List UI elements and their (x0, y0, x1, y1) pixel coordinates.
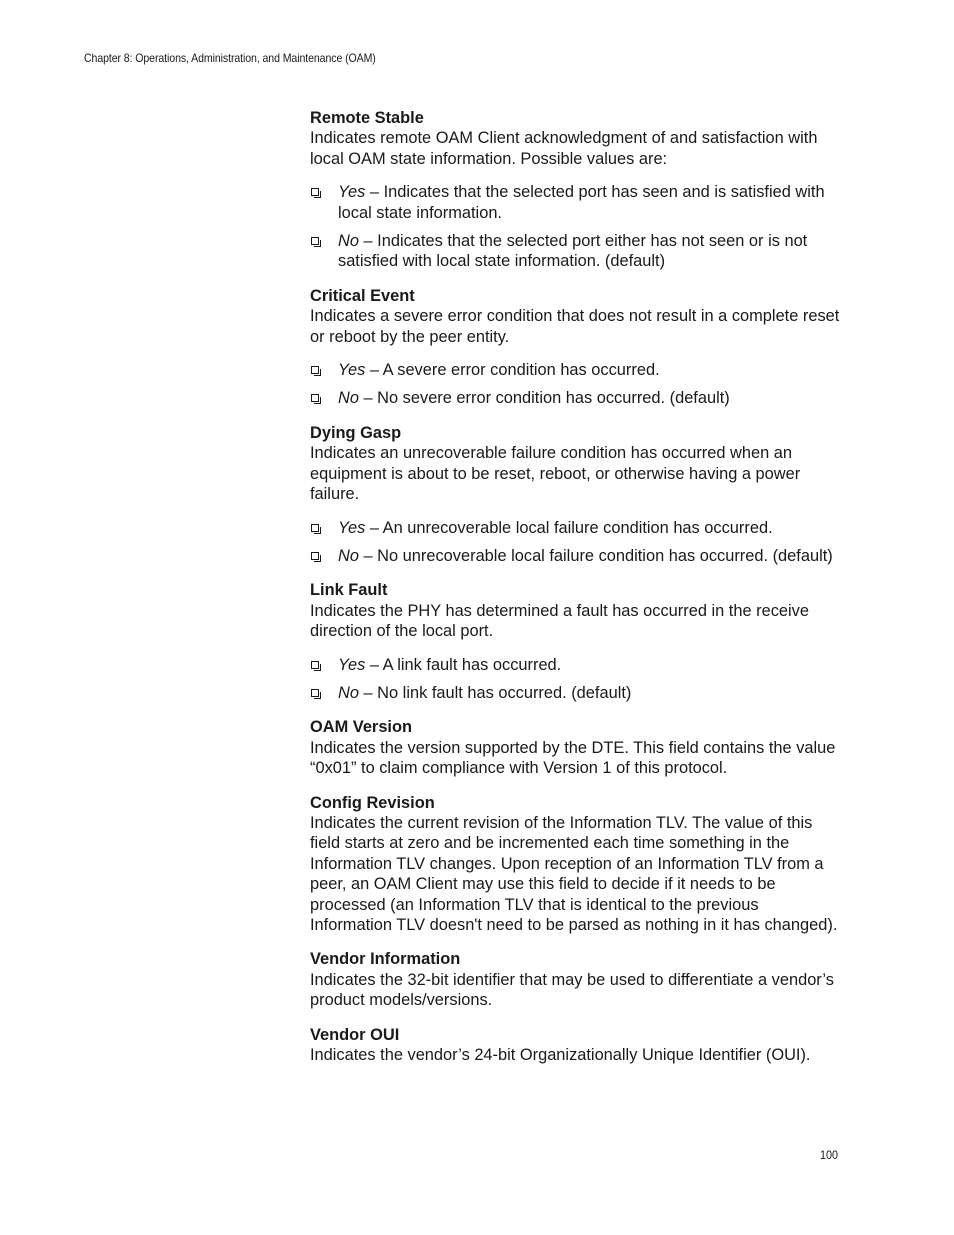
list-item (310, 388, 844, 408)
section-description: Indicates remote OAM Client acknowledgment of and satisfaction with local OAM state information. Possible values are: (310, 129, 818, 168)
section-heading: Link Fault (310, 581, 388, 600)
checkbox-bullet-icon (311, 188, 319, 196)
section-remote-stable (310, 108, 844, 272)
value-term: No (338, 683, 359, 702)
value-term: No (338, 546, 359, 565)
list-item (310, 360, 844, 380)
section-description: Indicates the PHY has determined a fault has occurred in the receive direction of the local port. (310, 601, 809, 641)
value-term: Yes (338, 655, 366, 674)
section-heading: OAM Version (310, 718, 413, 737)
checkbox-bullet-icon (311, 394, 319, 402)
value-list (310, 655, 844, 704)
checkbox-bullet-icon (311, 366, 319, 374)
section-vendor-oui (310, 1025, 844, 1066)
list-item (310, 231, 844, 272)
value-term: No (338, 389, 359, 408)
value-text: – A link fault has occurred. (365, 655, 562, 674)
checkbox-bullet-icon (311, 237, 319, 245)
section-vendor-information (310, 949, 844, 1010)
value-list (310, 182, 844, 272)
value-text: – An unrecoverable local failure condition has occurred. (365, 518, 773, 537)
checkbox-bullet-icon (311, 524, 319, 532)
section-oam-version (310, 717, 844, 778)
list-item (310, 182, 844, 223)
list-item (310, 683, 844, 703)
value-term: No (338, 232, 359, 251)
section-description: Indicates the vendor’s 24-bit Organizationally Unique Identifier (OUI). (310, 1046, 811, 1065)
section-critical-event (310, 286, 844, 409)
value-text: – No unrecoverable local failure condition has occurred. (default) (358, 546, 833, 565)
value-term: Yes (338, 361, 366, 380)
value-text: – No severe error condition has occurred. (default) (358, 389, 730, 408)
section-config-revision (310, 793, 844, 936)
value-list (310, 360, 844, 409)
section-description: Indicates an unrecoverable failure condition has occurred when an equipment is about to be reset, reboot, or otherwise having a power failure. (310, 444, 801, 504)
section-heading: Critical Event (310, 286, 415, 305)
value-term: Yes (338, 518, 366, 537)
checkbox-bullet-icon (311, 661, 319, 669)
section-heading: Remote Stable (310, 109, 424, 127)
list-item (310, 546, 844, 566)
section-description: Indicates the version supported by the DTE. This field contains the value “0x01” to claim compliance with Version 1 of this protocol. (310, 738, 836, 778)
main-content (310, 108, 844, 1079)
section-heading: Dying Gasp (310, 423, 402, 442)
section-heading: Vendor Information (310, 950, 461, 969)
value-text: – Indicates that the selected port either has not seen or is not satisfied with local state information. (default) (338, 232, 808, 271)
section-dying-gasp (310, 423, 844, 566)
section-description: Indicates the 32-bit identifier that may be used to differentiate a vendor’s product models/versions. (310, 970, 834, 1010)
value-text: – No link fault has occurred. (default) (358, 683, 632, 702)
page-number: 100 (820, 1148, 839, 1162)
list-item (310, 655, 844, 675)
list-item (310, 518, 844, 538)
section-description: Indicates the current revision of the Information TLV. The value of this field starts at zero and be incremented each time something in the Information TLV changes. Upon reception of an Information TLV from a peer, an OAM Client may use this field to decide if it needs to be processed (an Information TLV that is identical to the previous Information TLV doesn't need to be parsed as nothing in it has changed). (310, 813, 838, 934)
section-heading: Config Revision (310, 793, 435, 812)
value-term: Yes (338, 183, 366, 202)
value-text: – Indicates that the selected port has seen and is satisfied with local state information. (338, 183, 825, 222)
value-text: – A severe error condition has occurred. (365, 361, 660, 380)
running-header: Chapter 8: Operations, Administration, and Maintenance (OAM) (84, 51, 376, 65)
section-description: Indicates a severe error condition that does not result in a complete reset or reboot by the peer entity. (310, 307, 840, 346)
checkbox-bullet-icon (311, 689, 319, 697)
section-heading: Vendor OUI (310, 1025, 400, 1044)
checkbox-bullet-icon (311, 552, 319, 560)
section-link-fault (310, 580, 844, 703)
value-list (310, 518, 844, 567)
